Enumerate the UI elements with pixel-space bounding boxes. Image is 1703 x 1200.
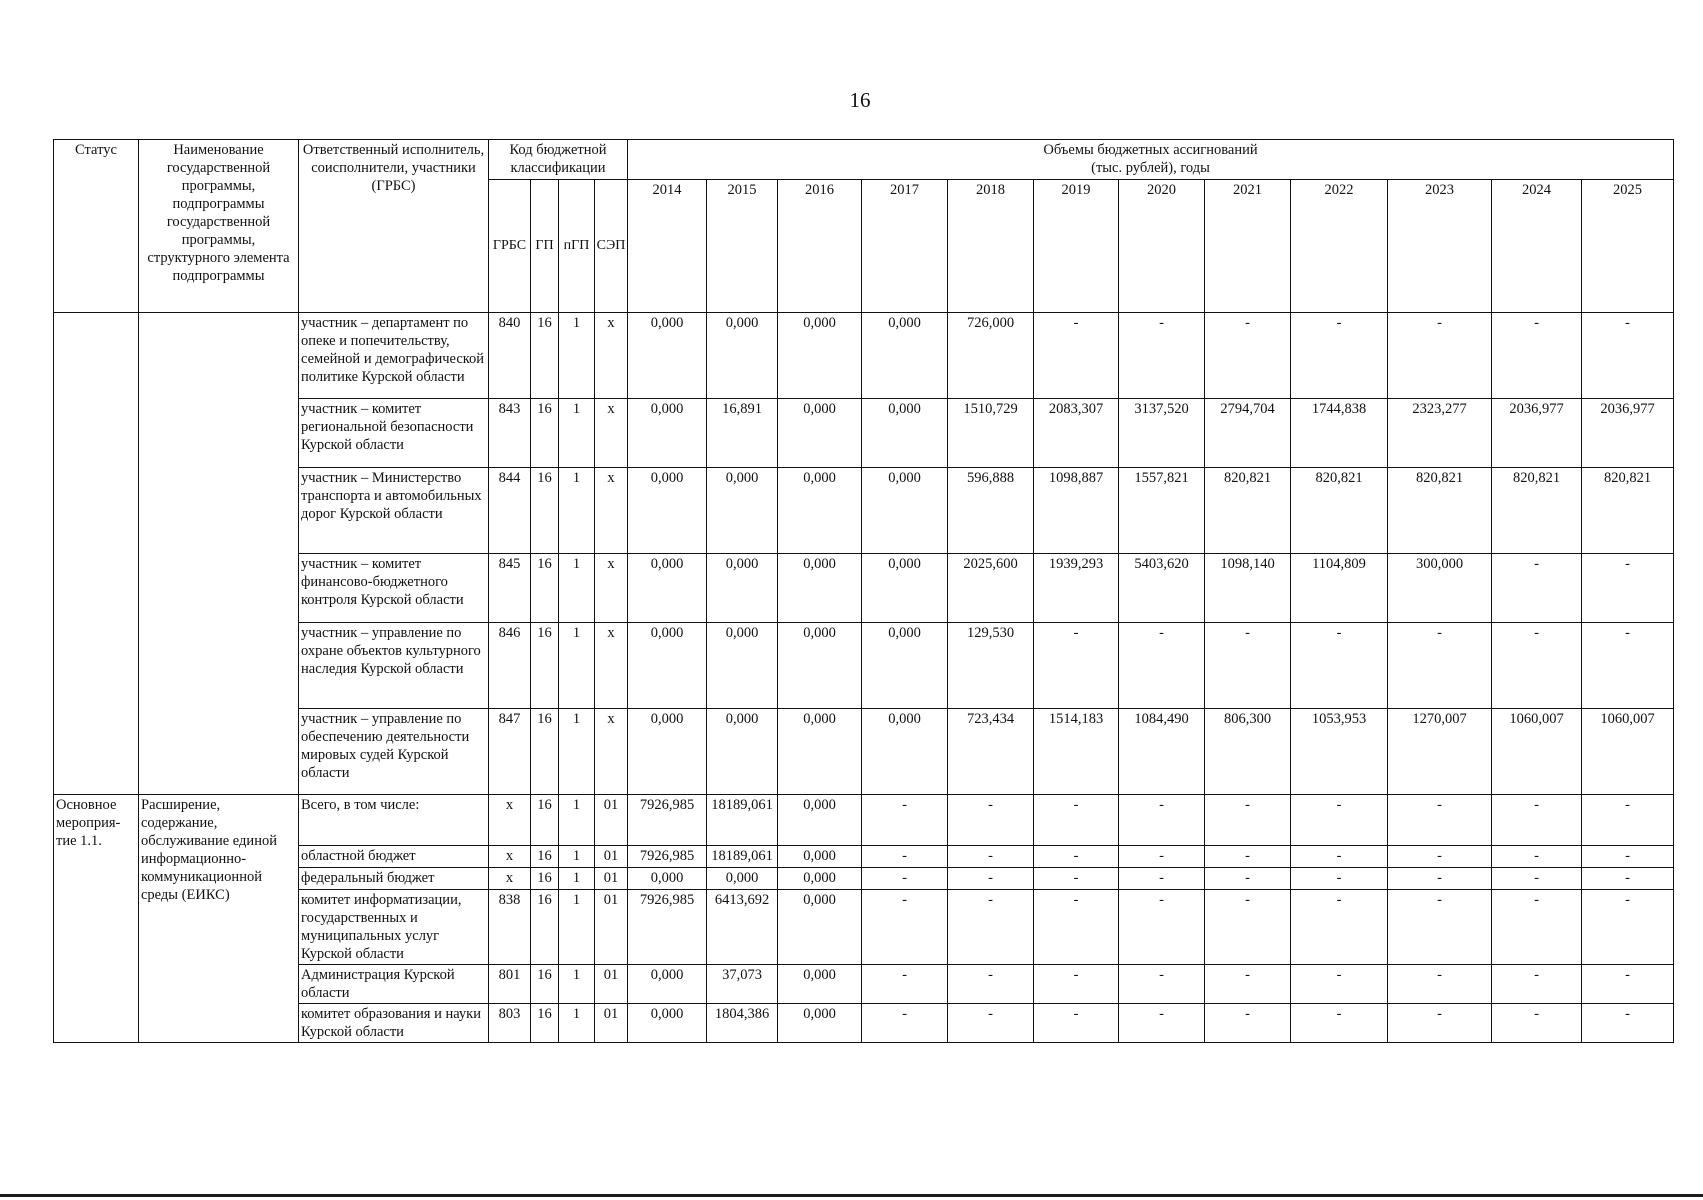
value-cell-2015: 0,000	[707, 623, 778, 709]
value-cell-2015: 6413,692	[707, 890, 778, 965]
executor-cell: областной бюджет	[299, 846, 489, 868]
pgp-cell: 1	[559, 868, 595, 890]
value-cell-2022: -	[1291, 890, 1388, 965]
value-cell-2021: -	[1205, 795, 1291, 846]
value-cell-2014: 0,000	[628, 709, 707, 795]
budget-allocation-table	[53, 139, 1674, 1043]
value-cell-2018: 1510,729	[948, 399, 1034, 468]
value-cell-2021: -	[1205, 313, 1291, 399]
pgp-cell: 1	[559, 846, 595, 868]
value-cell-2019: 1098,887	[1034, 468, 1119, 554]
value-cell-2019: -	[1034, 868, 1119, 890]
gp-cell: 16	[531, 623, 559, 709]
pgp-cell: 1	[559, 890, 595, 965]
header-executor: Ответственный исполнитель, соисполнители, участники (ГРБС)	[299, 140, 489, 313]
value-cell-2024: 820,821	[1492, 468, 1582, 554]
value-cell-2025: -	[1582, 846, 1674, 868]
value-cell-2018: 596,888	[948, 468, 1034, 554]
value-cell-2017: -	[862, 868, 948, 890]
gp-cell: 16	[531, 709, 559, 795]
value-cell-2015: 0,000	[707, 709, 778, 795]
value-cell-2015: 18189,061	[707, 846, 778, 868]
grbs-cell: 801	[489, 965, 531, 1004]
header-status: Статус	[54, 140, 139, 313]
measure-name: Расширение, содержание, обслуживание единой информационно-коммуникационной среды (ЕИКС)	[139, 795, 299, 1043]
value-cell-2022: 1744,838	[1291, 399, 1388, 468]
value-cell-2024: -	[1492, 846, 1582, 868]
value-cell-2019: -	[1034, 890, 1119, 965]
sep-cell: х	[595, 554, 628, 623]
value-cell-2014: 7926,985	[628, 890, 707, 965]
grbs-cell: 803	[489, 1004, 531, 1043]
value-cell-2019: 1514,183	[1034, 709, 1119, 795]
value-cell-2022: -	[1291, 868, 1388, 890]
value-cell-2022: -	[1291, 1004, 1388, 1043]
value-cell-2017: -	[862, 846, 948, 868]
header-year-2023: 2023	[1388, 180, 1492, 313]
value-cell-2014: 0,000	[628, 1004, 707, 1043]
value-cell-2020: -	[1119, 623, 1205, 709]
value-cell-2016: 0,000	[778, 890, 862, 965]
header-year-2020: 2020	[1119, 180, 1205, 313]
value-cell-2020: -	[1119, 890, 1205, 965]
value-cell-2018: 2025,600	[948, 554, 1034, 623]
pgp-cell: 1	[559, 554, 595, 623]
value-cell-2021: 806,300	[1205, 709, 1291, 795]
value-cell-2021: -	[1205, 623, 1291, 709]
pgp-cell: 1	[559, 965, 595, 1004]
gp-cell: 16	[531, 868, 559, 890]
value-cell-2014: 0,000	[628, 399, 707, 468]
value-cell-2025: -	[1582, 1004, 1674, 1043]
value-cell-2015: 0,000	[707, 468, 778, 554]
header-year-2018: 2018	[948, 180, 1034, 313]
value-cell-2018: -	[948, 890, 1034, 965]
value-cell-2025: 1060,007	[1582, 709, 1674, 795]
value-cell-2020: -	[1119, 313, 1205, 399]
grbs-cell: х	[489, 846, 531, 868]
page-number: 16	[849, 88, 871, 112]
value-cell-2014: 0,000	[628, 868, 707, 890]
header-year-2021: 2021	[1205, 180, 1291, 313]
value-cell-2025: -	[1582, 795, 1674, 846]
value-cell-2017: 0,000	[862, 468, 948, 554]
value-cell-2014: 0,000	[628, 554, 707, 623]
value-cell-2020: -	[1119, 1004, 1205, 1043]
value-cell-2018: -	[948, 846, 1034, 868]
pgp-cell: 1	[559, 623, 595, 709]
value-cell-2019: 2083,307	[1034, 399, 1119, 468]
value-cell-2014: 0,000	[628, 468, 707, 554]
value-cell-2014: 0,000	[628, 313, 707, 399]
value-cell-2025: -	[1582, 868, 1674, 890]
executor-cell: Всего, в том числе:	[299, 795, 489, 846]
pgp-cell: 1	[559, 1004, 595, 1043]
executor-cell: участник – комитет финансово-бюджетного контроля Курской области	[299, 554, 489, 623]
header-program-name: Наименование государственной программы, подпрограммы государственной программы, структурного элемента подпрограммы	[139, 140, 299, 313]
value-cell-2018: -	[948, 868, 1034, 890]
value-cell-2016: 0,000	[778, 965, 862, 1004]
value-cell-2017: -	[862, 890, 948, 965]
value-cell-2014: 0,000	[628, 965, 707, 1004]
value-cell-2020: -	[1119, 965, 1205, 1004]
value-cell-2017: 0,000	[862, 623, 948, 709]
value-cell-2018: 726,000	[948, 313, 1034, 399]
gp-cell: 16	[531, 313, 559, 399]
value-cell-2019: -	[1034, 313, 1119, 399]
gp-cell: 16	[531, 846, 559, 868]
sep-cell: 01	[595, 795, 628, 846]
executor-cell: участник – Министерство транспорта и автомобильных дорог Курской области	[299, 468, 489, 554]
value-cell-2015: 0,000	[707, 554, 778, 623]
value-cell-2014: 7926,985	[628, 846, 707, 868]
value-cell-2018: -	[948, 965, 1034, 1004]
value-cell-2016: 0,000	[778, 1004, 862, 1043]
grbs-cell: 840	[489, 313, 531, 399]
value-cell-2023: -	[1388, 795, 1492, 846]
table-row	[54, 313, 1674, 399]
grbs-cell: 838	[489, 890, 531, 965]
value-cell-2021: -	[1205, 1004, 1291, 1043]
pgp-cell: 1	[559, 709, 595, 795]
pgp-cell: 1	[559, 313, 595, 399]
sep-cell: 01	[595, 1004, 628, 1043]
header-code-гп: ГП	[531, 180, 559, 313]
value-cell-2023: -	[1388, 1004, 1492, 1043]
value-cell-2018: 129,530	[948, 623, 1034, 709]
value-cell-2023: 1270,007	[1388, 709, 1492, 795]
value-cell-2021: -	[1205, 846, 1291, 868]
value-cell-2016: 0,000	[778, 795, 862, 846]
value-cell-2017: -	[862, 965, 948, 1004]
executor-cell: участник – департамент по опеке и попечительству, семейной и демографической политике Курской области	[299, 313, 489, 399]
gp-cell: 16	[531, 890, 559, 965]
value-cell-2019: 1939,293	[1034, 554, 1119, 623]
value-cell-2022: -	[1291, 846, 1388, 868]
value-cell-2015: 18189,061	[707, 795, 778, 846]
value-cell-2024: -	[1492, 868, 1582, 890]
value-cell-2014: 0,000	[628, 623, 707, 709]
status-cell-empty	[54, 313, 139, 795]
header-year-2024: 2024	[1492, 180, 1582, 313]
pgp-cell: 1	[559, 399, 595, 468]
header-code-пгп: пГП	[559, 180, 595, 313]
value-cell-2023: 820,821	[1388, 468, 1492, 554]
header-year-2014: 2014	[628, 180, 707, 313]
value-cell-2024: 2036,977	[1492, 399, 1582, 468]
value-cell-2025: 820,821	[1582, 468, 1674, 554]
value-cell-2015: 37,073	[707, 965, 778, 1004]
value-cell-2022: -	[1291, 965, 1388, 1004]
value-cell-2016: 0,000	[778, 554, 862, 623]
value-cell-2023: -	[1388, 890, 1492, 965]
grbs-cell: 846	[489, 623, 531, 709]
grbs-cell: 843	[489, 399, 531, 468]
executor-cell: федеральный бюджет	[299, 868, 489, 890]
value-cell-2016: 0,000	[778, 399, 862, 468]
value-cell-2018: 723,434	[948, 709, 1034, 795]
value-cell-2024: -	[1492, 795, 1582, 846]
value-cell-2022: -	[1291, 795, 1388, 846]
value-cell-2021: -	[1205, 965, 1291, 1004]
value-cell-2025: -	[1582, 623, 1674, 709]
value-cell-2020: 5403,620	[1119, 554, 1205, 623]
value-cell-2017: 0,000	[862, 709, 948, 795]
header-volumes-unit: (тыс. рублей), годы	[1091, 160, 1210, 176]
value-cell-2015: 0,000	[707, 868, 778, 890]
value-cell-2024: -	[1492, 623, 1582, 709]
value-cell-2020: 1084,490	[1119, 709, 1205, 795]
value-cell-2022: 820,821	[1291, 468, 1388, 554]
value-cell-2017: 0,000	[862, 399, 948, 468]
value-cell-2025: -	[1582, 554, 1674, 623]
pgp-cell: 1	[559, 795, 595, 846]
grbs-cell: 844	[489, 468, 531, 554]
header-year-2019: 2019	[1034, 180, 1119, 313]
value-cell-2020: -	[1119, 846, 1205, 868]
value-cell-2016: 0,000	[778, 846, 862, 868]
value-cell-2022: -	[1291, 623, 1388, 709]
header-code-грбс: ГРБС	[489, 180, 531, 313]
header-volumes	[628, 140, 1674, 180]
executor-cell: участник – управление по охране объектов культурного наследия Курской области	[299, 623, 489, 709]
header-year-2017: 2017	[862, 180, 948, 313]
value-cell-2017: 0,000	[862, 554, 948, 623]
header-volumes-title: Объемы бюджетных ассигнований	[1043, 142, 1258, 158]
value-cell-2017: 0,000	[862, 313, 948, 399]
value-cell-2016: 0,000	[778, 709, 862, 795]
value-cell-2021: 1098,140	[1205, 554, 1291, 623]
value-cell-2018: -	[948, 795, 1034, 846]
executor-cell: Администрация Курской области	[299, 965, 489, 1004]
value-cell-2016: 0,000	[778, 313, 862, 399]
gp-cell: 16	[531, 554, 559, 623]
value-cell-2023: 2323,277	[1388, 399, 1492, 468]
header-year-2015: 2015	[707, 180, 778, 313]
gp-cell: 16	[531, 965, 559, 1004]
value-cell-2019: -	[1034, 795, 1119, 846]
value-cell-2018: -	[948, 1004, 1034, 1043]
gp-cell: 16	[531, 399, 559, 468]
scan-edge-line	[0, 1194, 1703, 1197]
gp-cell: 16	[531, 1004, 559, 1043]
value-cell-2015: 1804,386	[707, 1004, 778, 1043]
value-cell-2016: 0,000	[778, 868, 862, 890]
executor-cell: участник – комитет региональной безопасности Курской области	[299, 399, 489, 468]
sep-cell: х	[595, 623, 628, 709]
executor-cell: комитет информатизации, государственных и муниципальных услуг Курской области	[299, 890, 489, 965]
sep-cell: 01	[595, 965, 628, 1004]
sep-cell: 01	[595, 846, 628, 868]
grbs-cell: х	[489, 868, 531, 890]
value-cell-2023: -	[1388, 868, 1492, 890]
value-cell-2015: 16,891	[707, 399, 778, 468]
value-cell-2019: -	[1034, 846, 1119, 868]
value-cell-2014: 7926,985	[628, 795, 707, 846]
sep-cell: х	[595, 468, 628, 554]
executor-cell: участник – управление по обеспечению деятельности мировых судей Курской области	[299, 709, 489, 795]
value-cell-2025: 2036,977	[1582, 399, 1674, 468]
value-cell-2022: 1104,809	[1291, 554, 1388, 623]
gp-cell: 16	[531, 795, 559, 846]
header-budget-code: Код бюджетной классификации	[489, 140, 628, 180]
header-year-2016: 2016	[778, 180, 862, 313]
value-cell-2024: -	[1492, 890, 1582, 965]
value-cell-2024: -	[1492, 965, 1582, 1004]
value-cell-2017: -	[862, 1004, 948, 1043]
sep-cell: 01	[595, 890, 628, 965]
value-cell-2023: -	[1388, 623, 1492, 709]
sep-cell: х	[595, 399, 628, 468]
pgp-cell: 1	[559, 468, 595, 554]
value-cell-2022: 1053,953	[1291, 709, 1388, 795]
value-cell-2024: -	[1492, 313, 1582, 399]
table-row	[54, 795, 1674, 846]
executor-cell: комитет образования и науки Курской области	[299, 1004, 489, 1043]
value-cell-2023: -	[1388, 313, 1492, 399]
value-cell-2025: -	[1582, 890, 1674, 965]
measure-status: Основное мероприя-тие 1.1.	[54, 795, 139, 1043]
grbs-cell: 845	[489, 554, 531, 623]
value-cell-2021: 820,821	[1205, 468, 1291, 554]
value-cell-2020: -	[1119, 868, 1205, 890]
value-cell-2017: -	[862, 795, 948, 846]
sep-cell: х	[595, 709, 628, 795]
grbs-cell: 847	[489, 709, 531, 795]
value-cell-2022: -	[1291, 313, 1388, 399]
value-cell-2023: -	[1388, 965, 1492, 1004]
grbs-cell: х	[489, 795, 531, 846]
value-cell-2025: -	[1582, 965, 1674, 1004]
value-cell-2021: -	[1205, 890, 1291, 965]
name-cell-empty	[139, 313, 299, 795]
value-cell-2024: -	[1492, 1004, 1582, 1043]
value-cell-2021: 2794,704	[1205, 399, 1291, 468]
value-cell-2023: 300,000	[1388, 554, 1492, 623]
value-cell-2019: -	[1034, 965, 1119, 1004]
value-cell-2019: -	[1034, 1004, 1119, 1043]
value-cell-2015: 0,000	[707, 313, 778, 399]
value-cell-2020: 3137,520	[1119, 399, 1205, 468]
value-cell-2021: -	[1205, 868, 1291, 890]
sep-cell: х	[595, 313, 628, 399]
value-cell-2020: -	[1119, 795, 1205, 846]
value-cell-2025: -	[1582, 313, 1674, 399]
value-cell-2024: -	[1492, 554, 1582, 623]
value-cell-2016: 0,000	[778, 623, 862, 709]
header-year-2025: 2025	[1582, 180, 1674, 313]
value-cell-2024: 1060,007	[1492, 709, 1582, 795]
value-cell-2016: 0,000	[778, 468, 862, 554]
value-cell-2019: -	[1034, 623, 1119, 709]
value-cell-2020: 1557,821	[1119, 468, 1205, 554]
header-code-сэп: СЭП	[595, 180, 628, 313]
value-cell-2023: -	[1388, 846, 1492, 868]
sep-cell: 01	[595, 868, 628, 890]
header-year-2022: 2022	[1291, 180, 1388, 313]
gp-cell: 16	[531, 468, 559, 554]
